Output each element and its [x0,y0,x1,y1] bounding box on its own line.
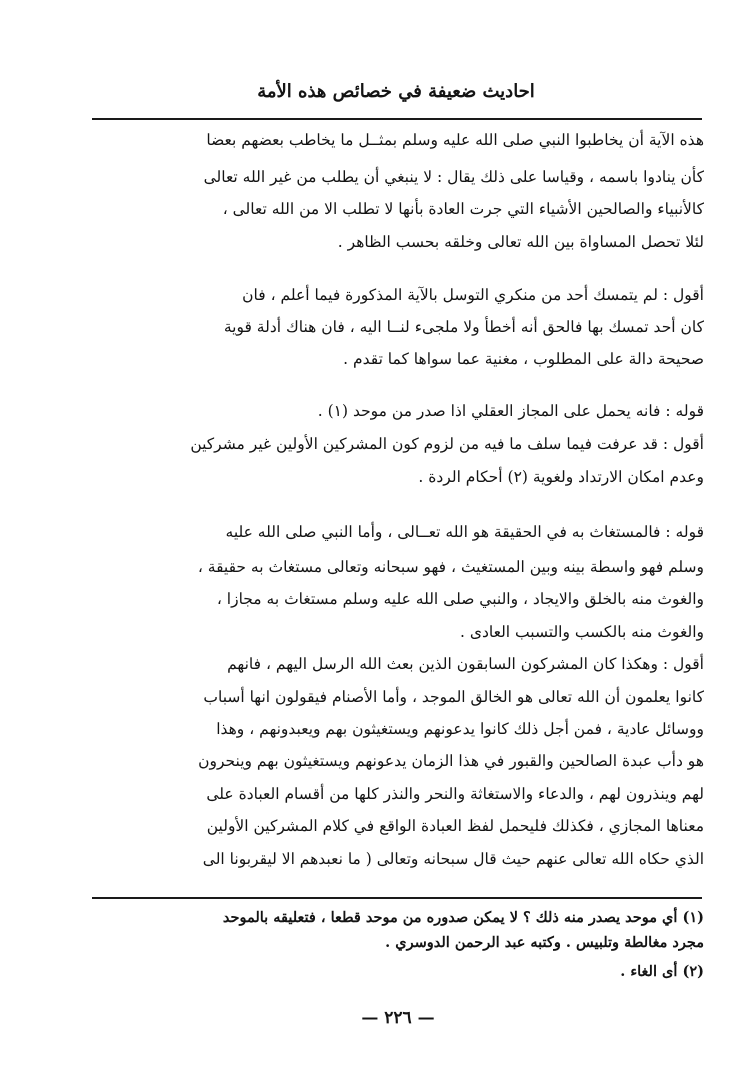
footnote-line: (١) أي موحد يصدر منه ذلك ؟ لا يمكن صدوره من موحد قطعا ، فتعليقه بالموحد [222,909,704,926]
body-line: هو دأب عبدة الصالحين والقبور في هذا الزمان يدعونهم ويستغيثون بهم وينحرون [198,752,704,770]
footnote-line: مجرد مغالطة وتلبيس . وكتبه عبد الرحمن الدوسري . [385,934,704,951]
running-header: احاديث ضعيفة في خصائص هذه الأمة [257,81,535,102]
body-line: كالأنبياء والصالحين الأشياء التي جرت العادة بأنها لا تطلب الا من الله تعالى ، [222,200,704,218]
body-line: قوله : فالمستغاث به في الحقيقة هو الله تعــالى ، وأما النبي صلى الله عليه [225,523,704,541]
body-line: معناها المجازي ، فكذلك فليحمل لفظ العبادة الواقع في كلام المشركين الأولين [206,817,704,835]
body-line: أقول : وهكذا كان المشركون السابقون الذين بعث الله الرسل اليهم ، فانهم [227,655,704,673]
body-line: وسلم فهو واسطة بينه وبين المستغيث ، فهو سبحانه وتعالى مستغاث به حقيقة ، [197,558,704,576]
footnote-line: (٢) أى الغاء . [620,963,704,980]
body-line: كان أحد تمسك بها فالحق أنه أخطأ ولا ملجىء لنــا اليه ، فان هناك أدلة قوية [223,318,704,336]
footnote-rule [92,897,702,899]
body-line: ووسائل عادية ، فمن أجل ذلك كانوا يدعونهم ويستغيثون بهم ويعبدونهم ، وهذا [216,720,704,738]
body-line: وعدم امكان الارتداد ولغوية (٢) أحكام الردة . [418,468,704,486]
body-line: والغوث منه بالخلق والايجاد ، والنبي صلى الله عليه وسلم مستغاث به مجازا ، [216,590,704,608]
body-line: صحيحة دالة على المطلوب ، مغنية عما سواها كما تقدم . [343,350,704,368]
body-line: الذي حكاه الله تعالى عنهم حيث قال سبحانه وتعالى ( ما نعبدهم الا ليقربونا الى [202,850,704,868]
body-line: أقول : قد عرفت فيما سلف ما فيه من لزوم كون المشركين الأولين غير مشركين [190,435,704,453]
body-line: قوله : فانه يحمل على المجاز العقلي اذا صدر من موحد (١) . [317,402,704,420]
body-line: أقول : لم يتمسك أحد من منكري التوسل بالآية المذكورة فيما أعلم ، فان [242,286,704,304]
body-line: هذه الآية أن يخاطبوا النبي صلى الله عليه وسلم بمثــل ما يخاطب بعضهم بعضا [206,131,704,149]
header-rule [92,118,702,120]
body-line: كأن ينادوا باسمه ، وقياسا على ذلك يقال : لا ينبغي أن يطلب من غير الله تعالى [203,168,704,186]
body-line: لهم وينذرون لهم ، والدعاء والاستغاثة والنحر والنذر كلها من أقسام العبادة على [206,785,704,803]
body-line: كانوا يعلمون أن الله تعالى هو الخالق الموجد ، وأما الأصنام فيقولون انها أسباب [203,688,704,706]
page-number: — ٢٢٦ — [361,1008,435,1028]
body-line: لئلا تحصل المساواة بين الله تعالى وخلقه بحسب الظاهر . [337,233,704,251]
body-line: والغوث منه بالكسب والتسبب العادى . [460,623,704,641]
